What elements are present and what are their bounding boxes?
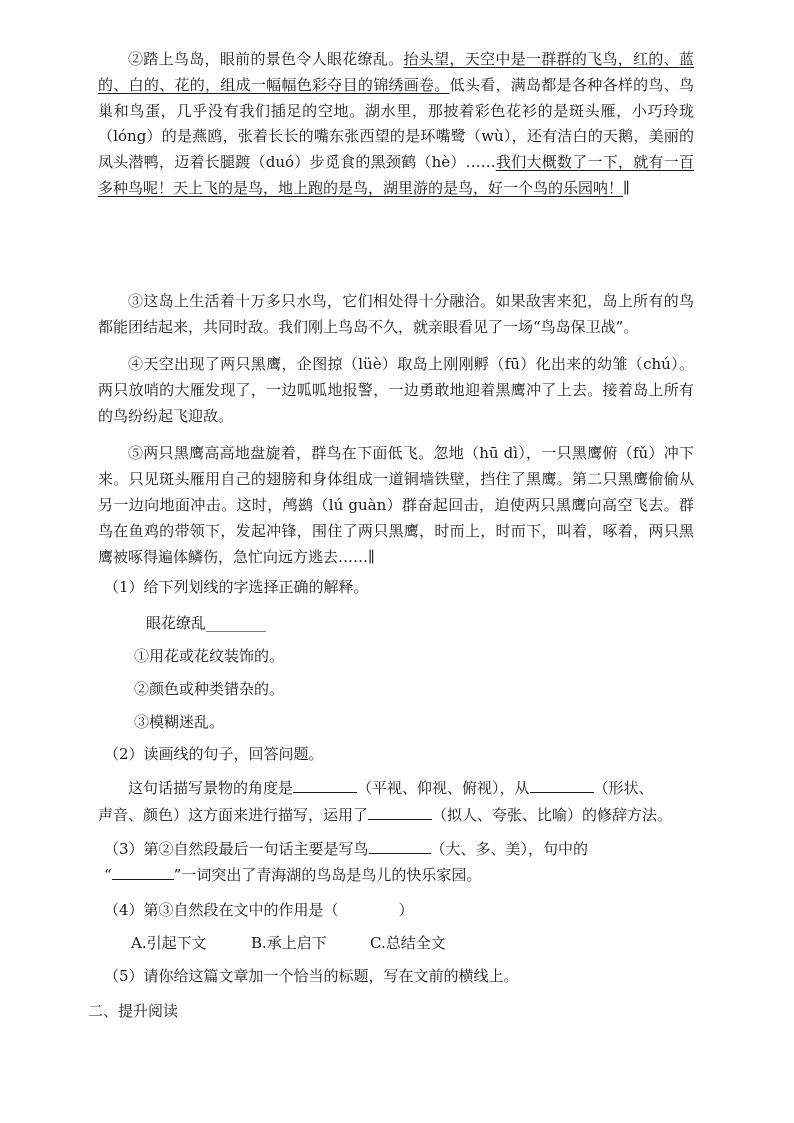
q4-option-b: B.承上启下 bbox=[251, 934, 327, 952]
paragraph-5 bbox=[98, 440, 694, 570]
q1-term: 眼花缭乱 bbox=[146, 614, 207, 632]
q3-blank-2[interactable] bbox=[112, 864, 174, 880]
p2-lead: ②踏上鸟岛，眼前的景色令人眼花缭乱。 bbox=[128, 50, 404, 68]
q1-option-1: ①用花或花纹装饰的。 bbox=[134, 647, 285, 665]
paragraph-3: ③这岛上生活着十万多只水鸟，它们相处得十分融洽。如果敌害来犯，岛上所有的鸟都能团结起来，共同时敌。我们刚上鸟岛不久，就亲眼看见了一场“鸟岛保卫战”。 bbox=[98, 292, 694, 336]
q2-blank-angle[interactable] bbox=[293, 777, 357, 793]
q1-term-line bbox=[146, 610, 266, 636]
q1-option-2: ②颜色或种类错杂的。 bbox=[134, 680, 285, 698]
q4-prompt bbox=[104, 897, 414, 923]
q2-text-e: （拟人、夸张、比喻）的修辞方法。 bbox=[432, 806, 673, 824]
q3-text-c: ”一词突出了青海湖的鸟岛是鸟儿的快乐家园。 bbox=[173, 866, 482, 884]
q2-blank-aspect[interactable] bbox=[530, 777, 594, 793]
q3-line-1 bbox=[104, 836, 588, 862]
q2-line-1 bbox=[128, 775, 654, 801]
q3-line-2 bbox=[104, 862, 481, 888]
q4-text-a: （4）第③自然段在文中的作用是（ bbox=[104, 901, 339, 919]
p5-mark: ∥ bbox=[368, 548, 375, 566]
q5-prompt: （5）请你给这篇文章加一个恰当的标题，写在文前的横线上。 bbox=[104, 967, 519, 985]
q1-prompt: （1）给下列划线的字选择正确的解释。 bbox=[104, 578, 369, 596]
paragraph-4: ④天空出现了两只黑鹰，企图掠（lüè）取岛上刚刚孵（fū）化出来的幼雏（chú）。两只放哨的大雁发现了，一边呱呱地报警，一边勇敢地迎着黑鹰冲了上去。接着岛上所有的鸟纷纷起飞迎敌。 bbox=[98, 355, 694, 425]
q1-answer-blank[interactable]: ________ bbox=[206, 614, 267, 632]
q1-option-3: ③模糊迷乱。 bbox=[134, 713, 225, 731]
p2-underlined-sentence-1: 抬头望，天空中是一群群的飞鸟，红的、蓝的、白的、花的，组成一幅幅色彩夺目的锦绣画卷。 bbox=[98, 50, 694, 94]
p2-mark: ∥ bbox=[623, 178, 630, 197]
q3-blank-1[interactable] bbox=[369, 838, 431, 854]
q2-text-a: 这句话描写景物的角度是 bbox=[128, 779, 294, 797]
section-title: 二、提升阅读 bbox=[88, 1002, 179, 1020]
p5-text: ⑤两只黑鹰高高地盘旋着，群鸟在下面低飞。忽地（hū dì），一只黑鹰俯（fǔ）冲下来。只见斑头雁用自己的翅膀和身体组成一道铜墙铁壁，挡住了黑鹰。第二只黑鹰偷偷从另一边向地面冲击。这时，鸬鹚（lú guàn）群奋起回击，迫使两只黑鹰向高空飞去。群鸟在鱼鸡的带领下，发起冲锋，围住了两只黑鹰，时而上，时而下，叫着，啄着，两只黑鹰被啄得遍体鳞伤，急忙向远方逃去…… bbox=[98, 444, 694, 566]
q2-prompt: （2）读画线的句子，回答问题。 bbox=[104, 745, 324, 763]
q2-text-b: （平视、仰视、俯视），从 bbox=[357, 779, 530, 797]
q4-option-a: A.引起下文 bbox=[131, 934, 207, 952]
q4-text-b: ） bbox=[398, 901, 414, 919]
q2-text-d: 声音、颜色）这方面来进行描写，运用了 bbox=[98, 806, 369, 824]
paragraph-2 bbox=[98, 47, 694, 202]
q2-line-2 bbox=[98, 802, 672, 828]
p2-underlined-sentence-2: 我们大概数了一下，就有一百多种鸟呢！天上飞的是鸟，地上跑的是鸟，湖里游的是鸟，好一个鸟的乐园呐！ bbox=[98, 153, 694, 197]
q4-option-c: C.总结全文 bbox=[370, 934, 446, 952]
q2-text-c: （形状、 bbox=[593, 779, 654, 797]
p2-body: 低头看，满岛都是各种各样的鸟、鸟巢和鸟蛋，几乎没有我们插足的空地。湖水里，那披着彩色花衫的是斑头雁，小巧玲珑（lóng）的是燕鸥，张着长长的嘴东张西望的是环嘴鹭（wù），还有洁白的天鹅，美丽的凤头潜鸭，迈着长腿踱（duó）步觅食的黑颈鹤（hè）…… bbox=[98, 75, 694, 172]
q2-blank-rhetoric[interactable] bbox=[368, 804, 432, 820]
q3-open-quote: “ bbox=[104, 866, 112, 884]
q3-text-b: （大、多、美），句中的 bbox=[430, 840, 589, 858]
q3-text-a: （3）第②自然段最后一句话主要是写鸟 bbox=[104, 840, 369, 858]
